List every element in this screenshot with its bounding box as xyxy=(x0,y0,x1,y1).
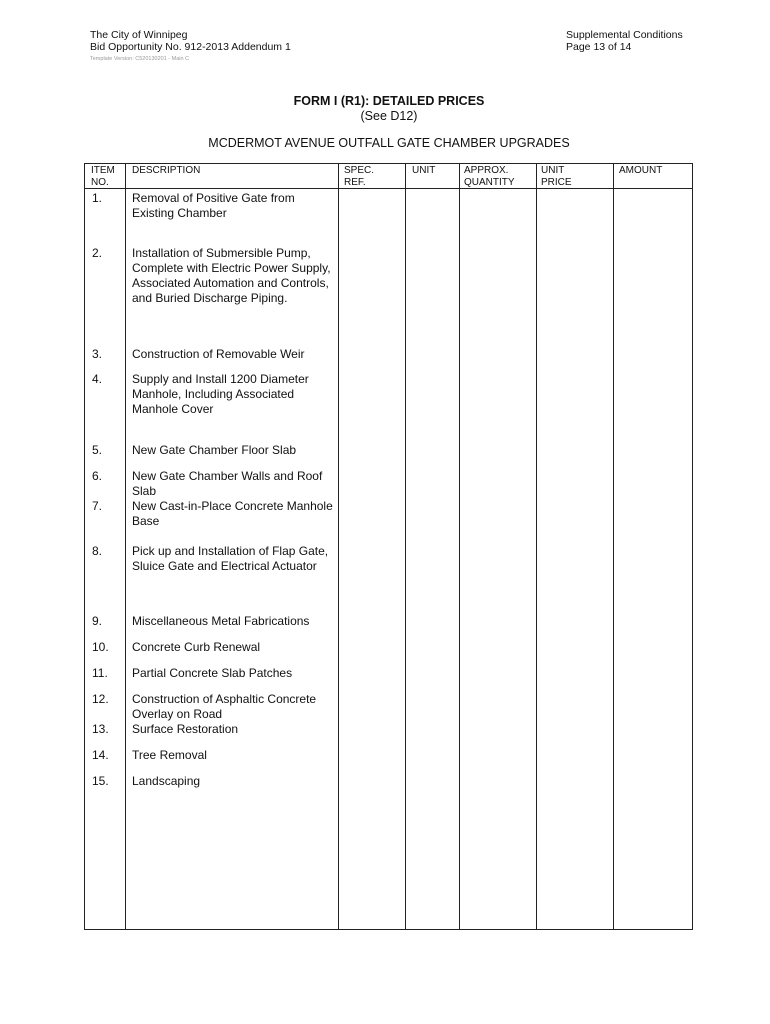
item-number: 14. xyxy=(92,748,109,762)
page-number: Page 13 of 14 xyxy=(566,41,632,53)
col-divider xyxy=(125,164,126,929)
item-number: 7. xyxy=(92,499,103,513)
col-divider xyxy=(536,164,537,929)
item-description: New Cast-in-Place Concrete Manhole Base xyxy=(132,499,333,528)
col-header-description: DESCRIPTION xyxy=(132,165,201,176)
item-number: 9. xyxy=(92,614,103,628)
col-divider xyxy=(459,164,460,929)
city-name: The City of Winnipeg xyxy=(90,29,188,41)
item-description: Miscellaneous Metal Fabrications xyxy=(132,614,310,628)
col-divider xyxy=(613,164,614,929)
item-number: 4. xyxy=(92,372,103,386)
col-header-spec: SPEC. REF. xyxy=(344,165,375,188)
col-header-item: ITEM NO. xyxy=(91,165,115,188)
col-header-amount: AMOUNT xyxy=(619,165,663,176)
item-description: Pick up and Installation of Flap Gate, Sluice Gate and Electrical Actuator xyxy=(132,544,329,573)
col-header-unit-price: UNIT PRICE xyxy=(541,165,572,188)
template-version: Template Version: C520130201 - Main C xyxy=(90,56,190,62)
item-number: 8. xyxy=(92,544,103,558)
item-description: New Gate Chamber Floor Slab xyxy=(132,443,297,457)
item-number: 1. xyxy=(92,191,103,205)
item-description: Construction of Asphaltic Concrete Overlay on Road xyxy=(132,692,317,721)
item-number: 11. xyxy=(92,666,108,680)
bid-opportunity: Bid Opportunity No. 912-2013 Addendum 1 xyxy=(90,41,291,53)
col-header-unit: UNIT xyxy=(412,165,436,176)
item-description: Construction of Removable Weir xyxy=(132,347,305,361)
item-description: Surface Restoration xyxy=(132,722,239,736)
form-reference: (See D12) xyxy=(360,109,418,123)
section-name: Supplemental Conditions xyxy=(566,29,683,41)
item-number: 2. xyxy=(92,246,103,260)
item-description: Partial Concrete Slab Patches xyxy=(132,666,293,680)
item-description: Installation of Submersible Pump, Complete with Electric Power Supply, Associated Automation and Controls, and Buried Discharge Piping. xyxy=(132,246,331,305)
col-header-quantity: APPROX. QUANTITY xyxy=(464,165,515,188)
item-number: 6. xyxy=(92,469,103,483)
item-description: Concrete Curb Renewal xyxy=(132,640,261,654)
col-divider xyxy=(338,164,339,929)
item-description: Tree Removal xyxy=(132,748,207,762)
item-description: New Gate Chamber Walls and Roof Slab xyxy=(132,469,323,498)
header-divider xyxy=(85,188,692,189)
header-left xyxy=(90,29,291,53)
form-title: FORM I (R1): DETAILED PRICES xyxy=(293,94,485,108)
item-number: 12. xyxy=(92,692,109,706)
project-title: MCDERMOT AVENUE OUTFALL GATE CHAMBER UPGRADES xyxy=(208,136,570,150)
item-description: Removal of Positive Gate from Existing Chamber xyxy=(132,191,295,220)
item-number: 10. xyxy=(92,640,109,654)
item-description: Landscaping xyxy=(132,774,201,788)
item-number: 15. xyxy=(92,774,109,788)
item-number: 13. xyxy=(92,722,109,736)
col-divider xyxy=(405,164,406,929)
header-right xyxy=(566,29,683,53)
item-number: 5. xyxy=(92,443,103,457)
item-number: 3. xyxy=(92,347,103,361)
price-table xyxy=(84,163,693,930)
item-description: Supply and Install 1200 Diameter Manhole, Including Associated Manhole Cover xyxy=(132,372,309,416)
